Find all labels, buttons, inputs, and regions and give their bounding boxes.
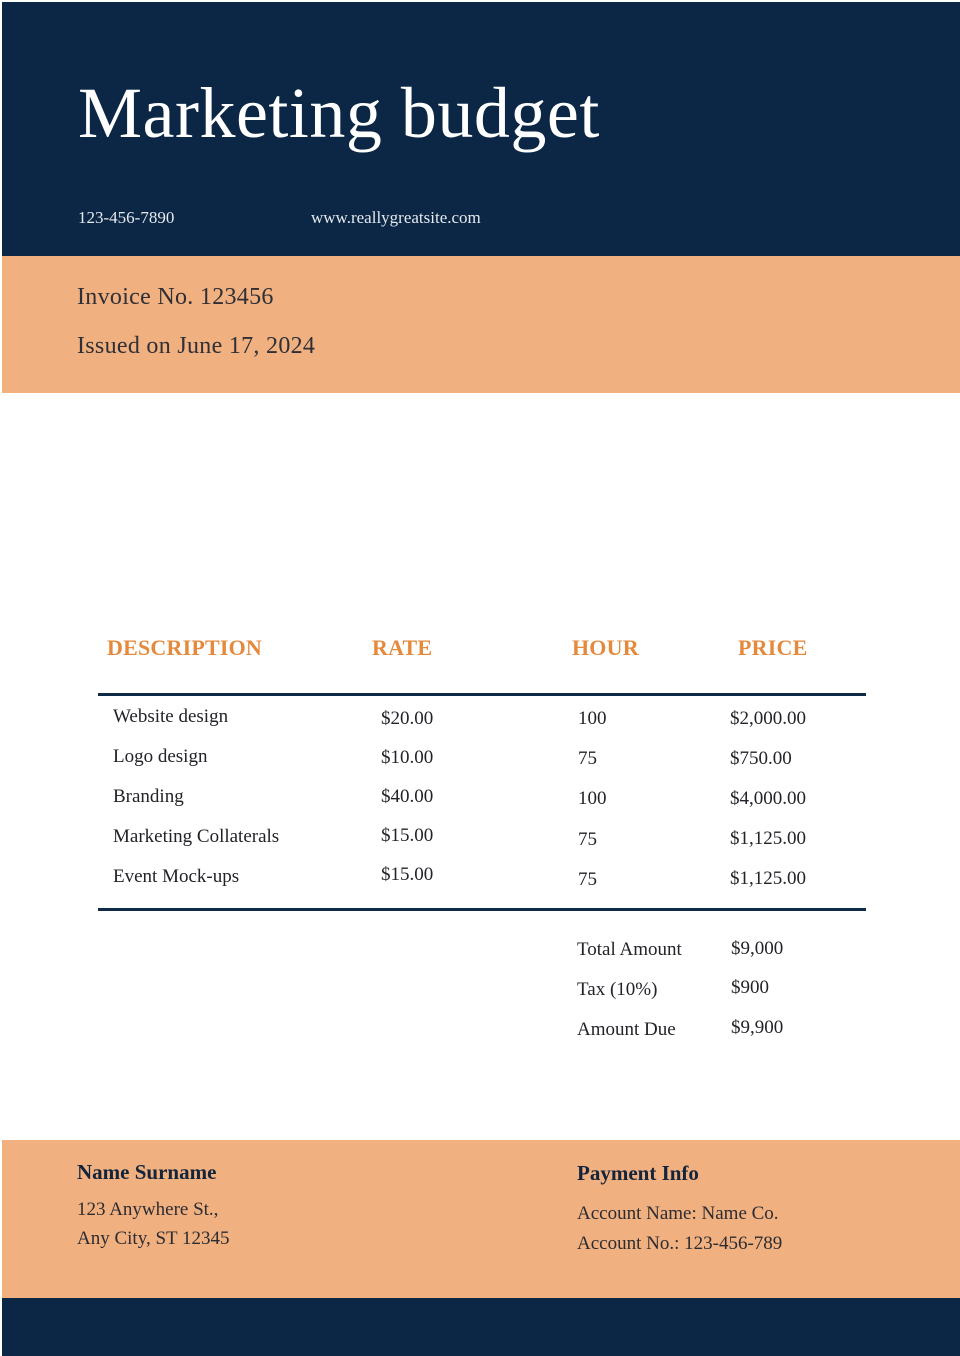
tax-label: Tax (10%): [577, 979, 658, 1000]
cell-hour: 75: [578, 829, 597, 850]
column-header-rate: RATE: [372, 635, 433, 660]
cell-description: Marketing Collaterals: [113, 826, 280, 847]
invoice-number: Invoice No. 123456: [77, 284, 274, 310]
cell-rate: $15.00: [381, 864, 434, 885]
document-title: Marketing budget: [78, 73, 600, 153]
billing-address-line1: 123 Anywhere St.,: [77, 1199, 219, 1220]
account-number: Account No.: 123-456-789: [577, 1233, 783, 1254]
amount-due-value: $9,900: [731, 1017, 784, 1038]
cell-price: $2,000.00: [730, 708, 806, 729]
cell-description: Branding: [113, 786, 184, 807]
total-amount-value: $9,000: [731, 938, 784, 959]
cell-rate: $10.00: [381, 747, 434, 768]
cell-description: Event Mock-ups: [113, 866, 240, 887]
cell-description: Website design: [113, 706, 229, 727]
cell-hour: 100: [578, 708, 607, 729]
billing-name: Name Surname: [77, 1160, 217, 1184]
tax-value: $900: [731, 977, 769, 998]
cell-rate: $40.00: [381, 786, 434, 807]
cell-rate: $20.00: [381, 708, 434, 729]
cell-price: $1,125.00: [730, 868, 806, 889]
billing-address-line2: Any City, ST 12345: [77, 1228, 230, 1249]
footer-bar: [2, 1298, 960, 1356]
cell-price: $4,000.00: [730, 788, 806, 809]
amount-due-label: Amount Due: [577, 1019, 676, 1040]
table-top-divider: [98, 693, 866, 696]
total-amount-label: Total Amount: [577, 939, 682, 960]
payment-info-heading: Payment Info: [577, 1161, 699, 1185]
cell-hour: 75: [578, 869, 597, 890]
cell-price: $750.00: [730, 748, 792, 769]
table-bottom-divider: [98, 908, 866, 911]
contact-website[interactable]: www.reallygreatsite.com: [311, 208, 481, 227]
cell-hour: 100: [578, 788, 607, 809]
invoice-info-band: [2, 256, 960, 393]
column-header-price: PRICE: [738, 635, 808, 660]
account-name: Account Name: Name Co.: [577, 1203, 779, 1224]
cell-hour: 75: [578, 748, 597, 769]
cell-description: Logo design: [113, 746, 208, 767]
contact-phone: 123-456-7890: [78, 208, 175, 227]
cell-rate: $15.00: [381, 825, 434, 846]
invoice-issue-date: Issued on June 17, 2024: [77, 333, 316, 359]
column-header-description: DESCRIPTION: [107, 635, 263, 660]
cell-price: $1,125.00: [730, 828, 806, 849]
column-header-hour: HOUR: [572, 635, 639, 660]
